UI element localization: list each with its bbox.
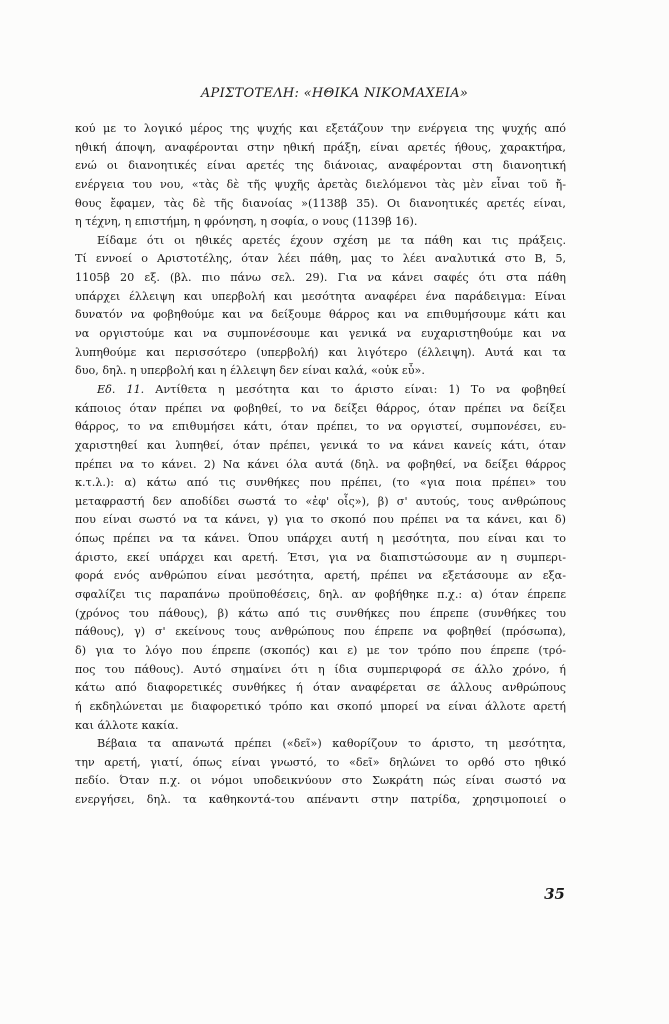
page-number: 35 <box>544 885 565 903</box>
text-line: θάρρος, το να επιθυμήσει κάτι, όταν πρέπει, το να οργιστεί, συμπονέσει, ευ- <box>75 420 566 434</box>
running-title: ΑΡΙΣΤΟΤΕΛΗ: «ΗΘΙΚΑ ΝΙΚΟΜΑΧΕΙΑ» <box>200 86 469 101</box>
text-line: λυπηθούμε και περισσότερο (υπερβολή) και λιγότερο (έλλειψη). Αυτά και τα <box>75 345 566 359</box>
text-line: ηθική άποψη, αναφέρονται στην ηθική πράξη, είναι αρετές ήθους, χαρακτήρα, <box>75 140 566 154</box>
text-line: ενέργεια του νου, «τὰς δὲ τῆς ψυχῆς ἀρετὰς διελόμενοι τὰς μὲν εἶναι τοῦ ἤ- <box>75 177 566 191</box>
text-line: υπάρχει έλλειψη και υπερβολή και μεσότητα αναφέρει ένα παράδειγμα: Είναι <box>75 289 566 303</box>
text-line: Τί εννοεί ο Αριστοτέλης, όταν λέει πάθη, μας το λέει αναλυτικά στο Β, 5, <box>75 252 566 266</box>
text-line: ενεργήσει, δηλ. τα καθηκοντά-του απέναντι στην πατρίδα, χρησιμοποιεί ο <box>75 793 566 807</box>
text-line: η τέχνη, η επιστήμη, η φρόνηση, η σοφία, ο νους (1139β 16). <box>75 215 418 229</box>
section-text: Αντίθετα η μεσότητα και το άριστο είναι: 1) Το να φοβηθεί <box>155 382 566 396</box>
text-line: δυο, δηλ. η υπερβολή και η έλλειψη δεν είναι καλά, «οὐκ εὖ». <box>75 364 425 378</box>
text-line: και άλλοτε κακία. <box>75 718 179 732</box>
text-line <box>75 381 566 400</box>
text-line: να οργιστούμε και να συμπονέσουμε και γενικά να ευχαριστηθούμε και να <box>75 327 566 341</box>
text-line: την αρετή, γιατί, όπως είναι γνωστό, το «δεῖ» δηλώνει το ορθό στο ηθικό <box>75 755 566 769</box>
text-line: δ) για το λόγο που έπρεπε (σκοπός) και ε) με τον τρόπο που έπρεπε (τρό- <box>75 643 566 657</box>
text-line: κάτω από διαφορετικές συνθήκες ή όταν αναφέρεται σε άλλους ανθρώπους <box>75 681 566 695</box>
body-text <box>75 120 566 810</box>
text-line: άριστο, εκεί υπάρχει και αρετή. Έτσι, για να διαπιστώσουμε αν η συμπερι- <box>75 550 566 564</box>
text-line: Βέβαια τα απανωτά πρέπει («δεῖ») καθορίζουν το άριστο, τη μεσότητα, <box>97 737 566 751</box>
text-line: χαριστηθεί και λυπηθεί, όταν πρέπει, γενικά το να κάνει κανείς κάτι, όταν <box>75 438 566 452</box>
text-line: δυνατόν να φοβηθούμε και να δείξουμε θάρρος και να επιθυμήσουμε κάτι και <box>75 308 566 322</box>
text-line: πεδίο. Όταν π.χ. οι νόμοι υποδεικνύουν στο Σωκράτη πώς είναι σωστό να <box>75 774 566 788</box>
text-line: Είδαμε ότι οι ηθικές αρετές έχουν σχέση με τα πάθη και τις πράξεις. <box>97 233 566 247</box>
text-line: σφαλίζει τις παραπάνω προϋποθέσεις, δηλ. αν φοβήθηκε π.χ.: α) όταν έπρεπε <box>75 588 566 602</box>
text-line: πος του πάθους). Αυτό σημαίνει ότι η ίδια συμπεριφορά σε άλλο χρόνο, ή <box>75 662 566 676</box>
text-line: πρέπει να το κάνει. 2) Να κάνει όλα αυτά (δηλ. να φοβηθεί, να δείξει θάρρος <box>75 457 566 471</box>
text-line: μεταφραστή δεν αποδίδει σωστά το «ἐφ' οἷς»), β) σ' αυτούς, τους ανθρώπους <box>75 494 566 508</box>
text-line: ενώ οι διανοητικές είναι αρετές της διάνοιας, αναφέρονται στη διανοητική <box>75 159 566 173</box>
text-line: όπως πρέπει να τα κάνει. Όπου υπάρχει αυτή η μεσότητα, που είναι και το <box>75 532 566 546</box>
text-line: φορά ενός ανθρώπου είναι μεσότητα, αρετή, πρέπει να εξετάσουμε αν εξα- <box>75 569 566 583</box>
text-line: πάθους), γ) σ' εκείνους τους ανθρώπους που έπρεπε να φοβηθεί (πρόσωπα), <box>75 625 566 639</box>
text-line: θους ἔφαμεν, τὰς δὲ τῆς διανοίας »(1138β 35). Οι διανοητικές αρετές είναι, <box>75 196 566 210</box>
section-label: Εδ. 11. <box>97 382 145 396</box>
text-line: που είναι σωστό να τα κάνει, γ) για το σκοπό που πρέπει να τα κάνει, και δ) <box>75 513 566 527</box>
text-line: ή εκδηλώνεται με διαφορετικό τρόπο και σκοπό μπορεί να είναι άλλοτε αρετή <box>75 699 566 713</box>
text-line: (χρόνος του πάθους), β) κάτω από τις συνθήκες που έπρεπε (συνθήκες του <box>75 606 566 620</box>
text-line: 1105β 20 εξ. (βλ. πιο πάνω σελ. 29). Για να κάνει σαφές ότι στα πάθη <box>75 271 566 285</box>
text-line: κ.τ.λ.): α) κάτω από τις συνθήκες που πρέπει, (το «για ποια πρέπει» του <box>75 476 566 490</box>
text-line: κού με το λογικό μέρος της ψυχής και εξετάζουν την ενέργεια της ψυχής από <box>75 122 566 135</box>
text-line: κάποιος όταν πρέπει να φοβηθεί, το να δείξει θάρρος, όταν πρέπει να δείξει <box>75 401 566 415</box>
